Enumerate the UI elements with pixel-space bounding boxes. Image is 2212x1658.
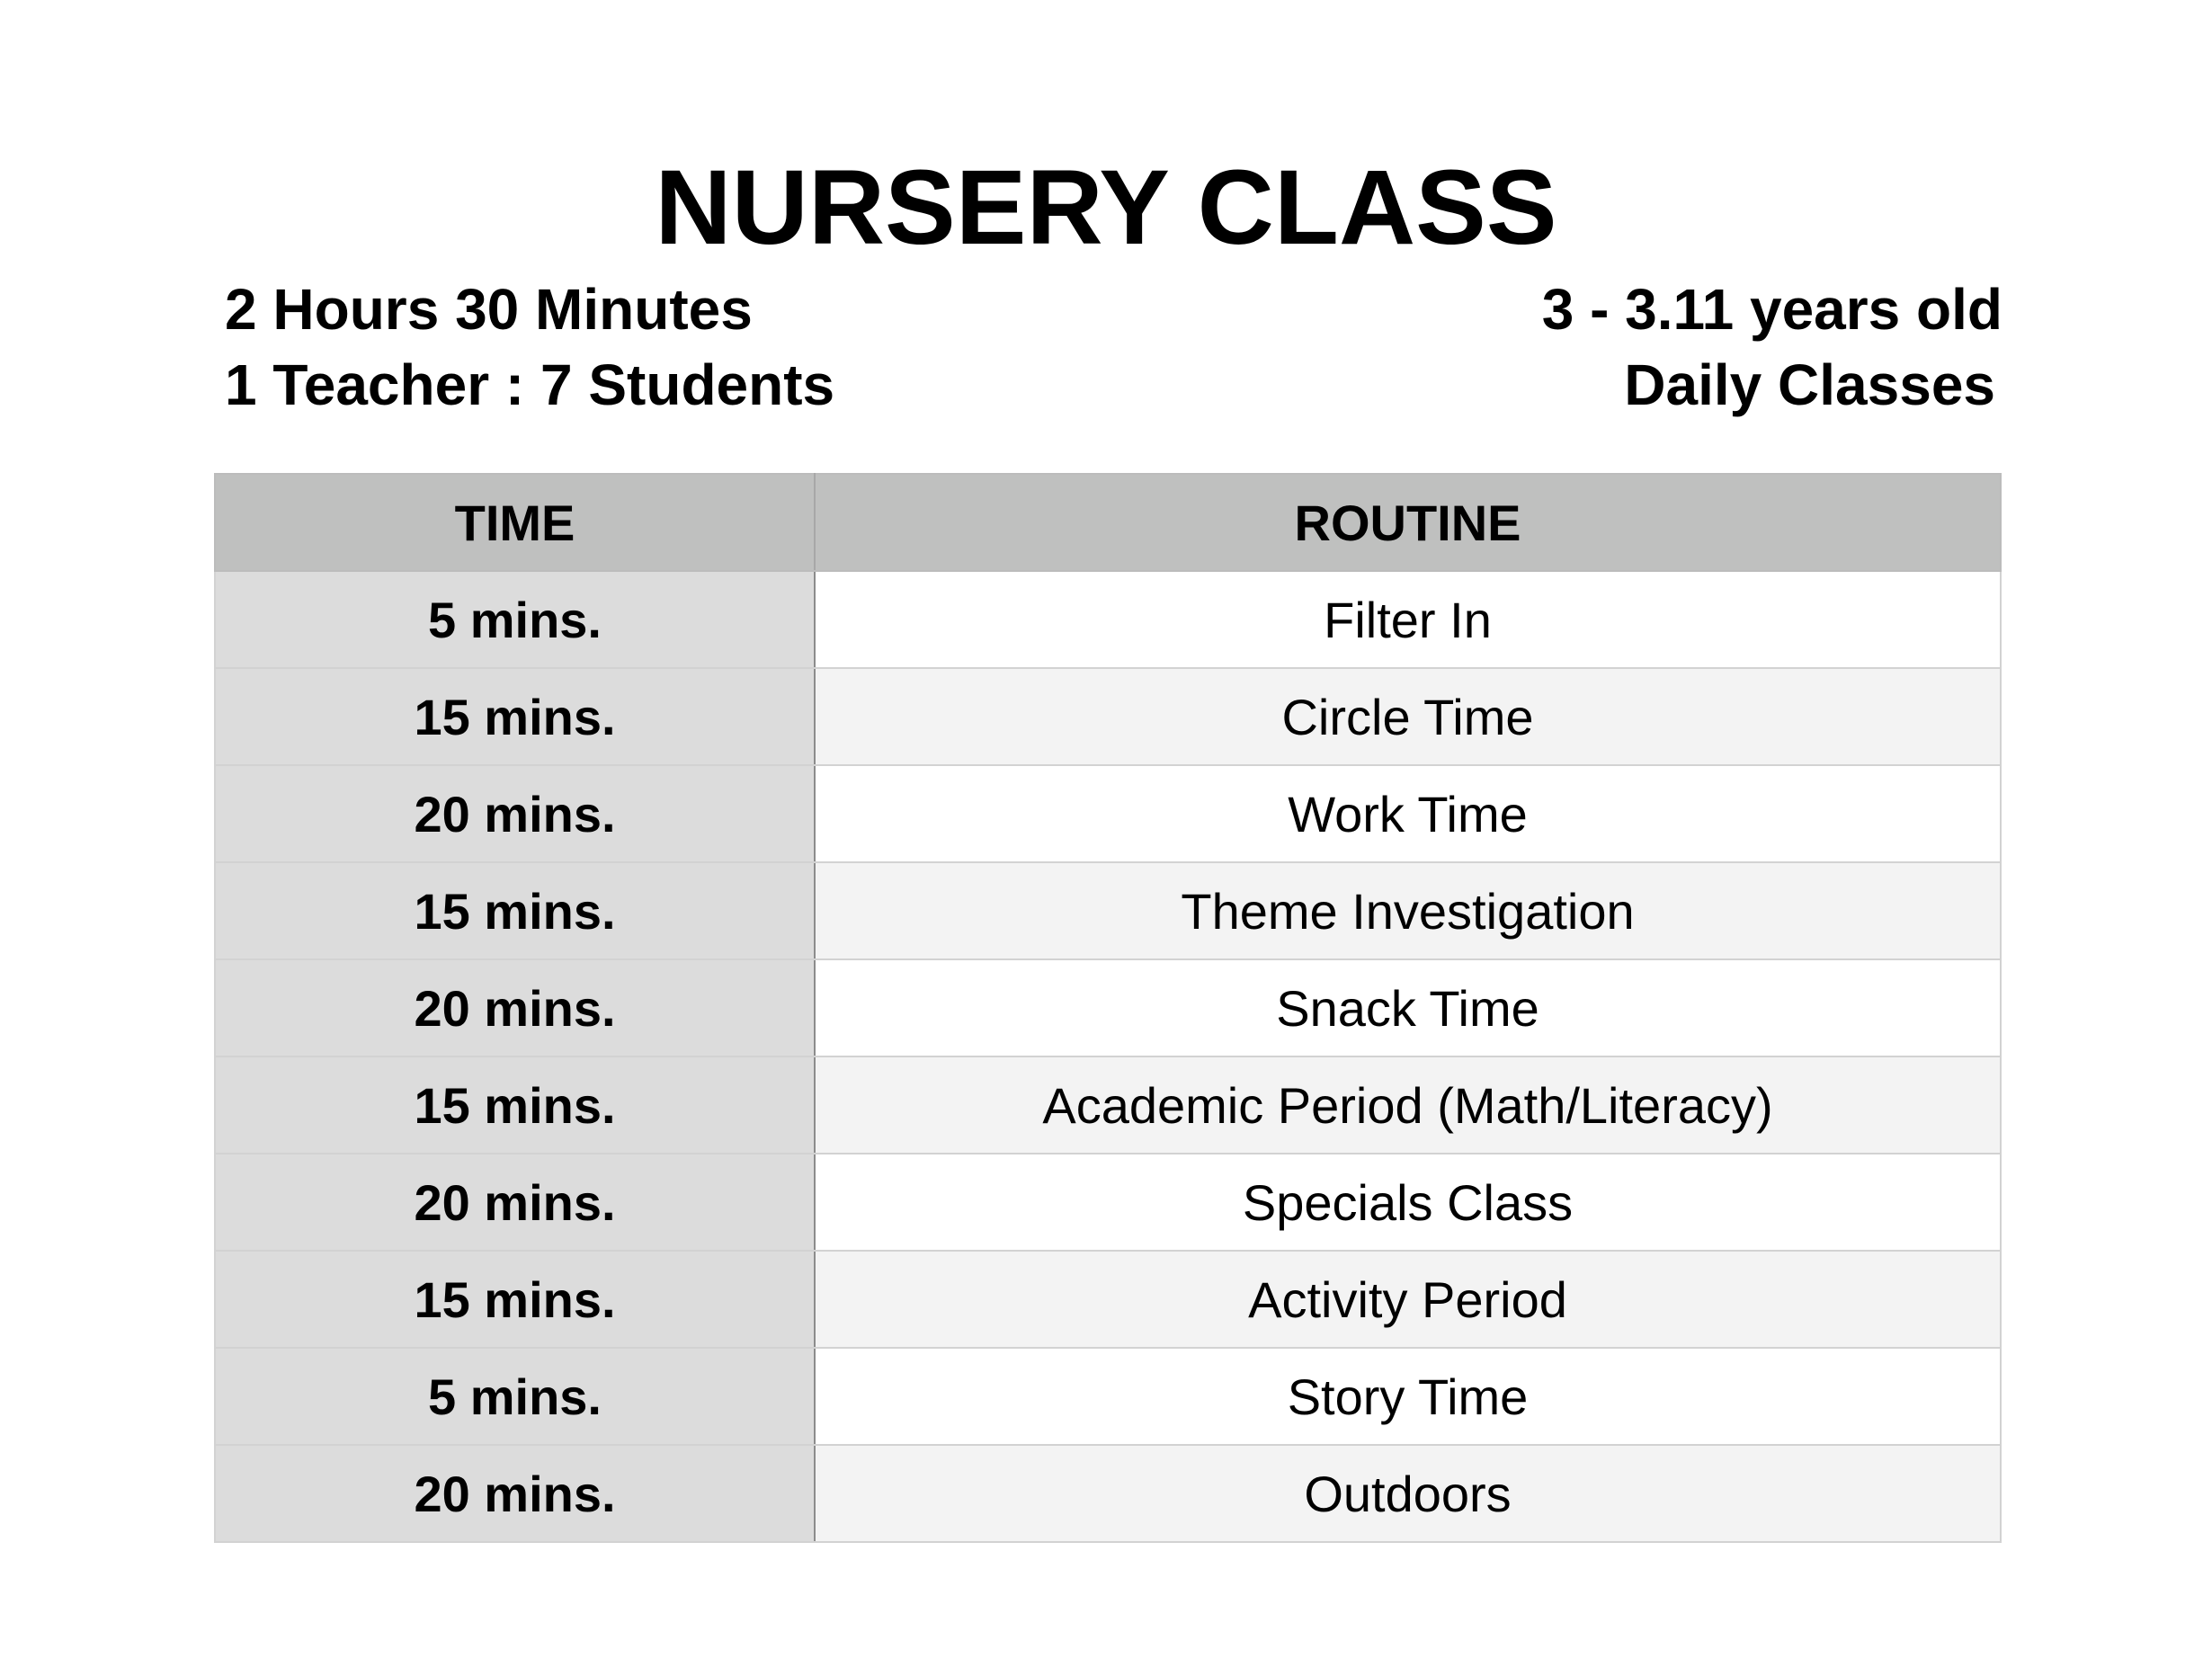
table-row <box>215 1251 2001 1348</box>
routine-cell: Filter In <box>815 571 2001 668</box>
table-row <box>215 959 2001 1056</box>
routine-cell: Circle Time <box>815 668 2001 765</box>
age-range: 3 - 3.11 years old <box>1541 277 2002 342</box>
teacher-student-ratio: 1 Teacher : 7 Students <box>225 352 835 417</box>
routine-cell: Snack Time <box>815 959 2001 1056</box>
routine-cell: Academic Period (Math/Literacy) <box>815 1056 2001 1154</box>
routine-cell: Specials Class <box>815 1154 2001 1251</box>
table-row <box>215 1056 2001 1154</box>
time-column-header: TIME <box>215 474 815 571</box>
table-row <box>215 1348 2001 1445</box>
time-cell: 5 mins. <box>215 1348 815 1445</box>
routine-column-header: ROUTINE <box>815 474 2001 571</box>
time-cell: 5 mins. <box>215 571 815 668</box>
time-cell: 20 mins. <box>215 765 815 862</box>
table-row <box>215 668 2001 765</box>
table-row <box>215 862 2001 959</box>
time-cell: 20 mins. <box>215 1154 815 1251</box>
time-cell: 15 mins. <box>215 1251 815 1348</box>
page-title: NURSERY CLASS <box>655 148 1557 267</box>
time-cell: 15 mins. <box>215 1056 815 1154</box>
table-row <box>215 1154 2001 1251</box>
time-cell: 15 mins. <box>215 668 815 765</box>
routine-cell: Story Time <box>815 1348 2001 1445</box>
time-cell: 20 mins. <box>215 959 815 1056</box>
routine-cell: Activity Period <box>815 1251 2001 1348</box>
time-cell: 15 mins. <box>215 862 815 959</box>
schedule-table <box>214 473 2002 1543</box>
routine-cell: Work Time <box>815 765 2001 862</box>
routine-cell: Theme Investigation <box>815 862 2001 959</box>
routine-cell: Outdoors <box>815 1445 2001 1542</box>
table-row <box>215 571 2001 668</box>
class-details-right <box>1542 272 2002 423</box>
time-cell: 20 mins. <box>215 1445 815 1542</box>
table-row <box>215 765 2001 862</box>
class-duration: 2 Hours 30 Minutes <box>225 277 753 342</box>
class-frequency: Daily Classes <box>1624 352 1995 417</box>
class-details-left <box>225 272 834 423</box>
table-row <box>215 1445 2001 1542</box>
table-header-row <box>215 474 2001 571</box>
